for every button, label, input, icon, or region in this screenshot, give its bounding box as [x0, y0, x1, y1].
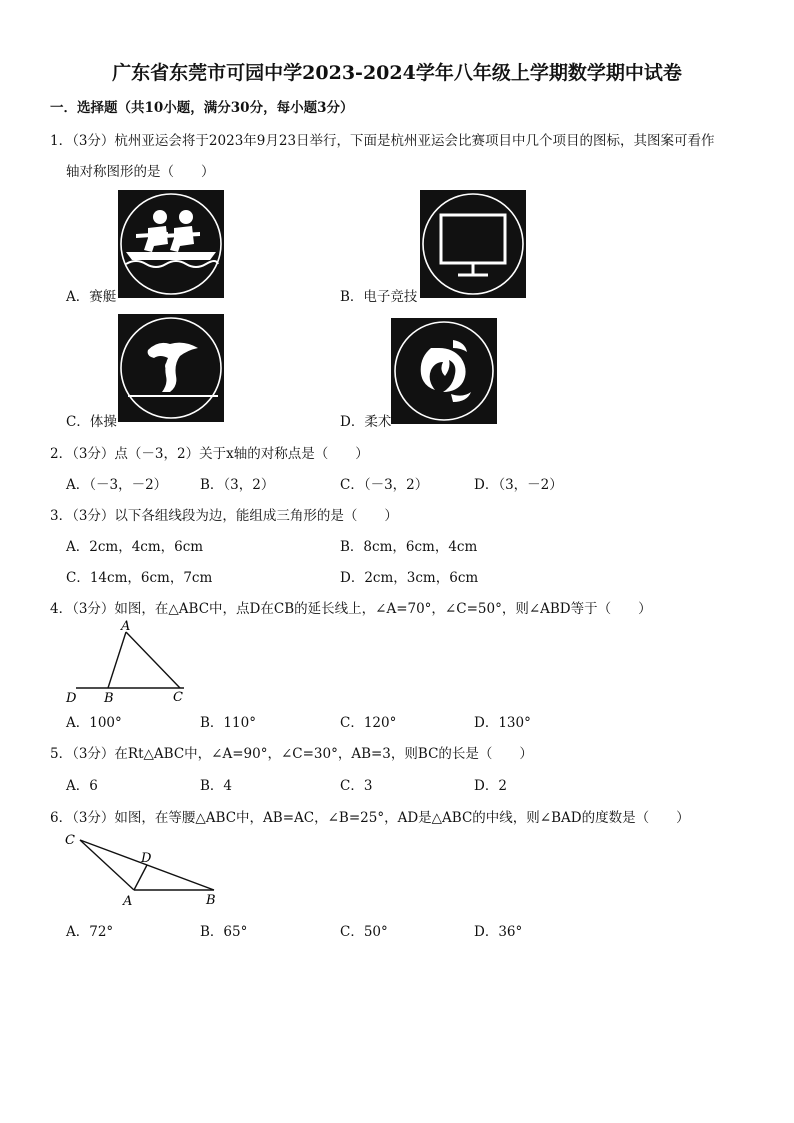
option-6a: A．72°: [66, 924, 114, 940]
question-3: 3．（3分）以下各组线段为边，能组成三角形的是（ ）: [50, 508, 398, 524]
option-3a: A．2cm，4cm，6cm: [66, 539, 204, 555]
label-b: B: [206, 893, 216, 908]
option-6d: D．36°: [474, 924, 523, 940]
option-3d: D．2cm，3cm，6cm: [340, 570, 479, 586]
label-a: A: [121, 619, 131, 634]
jujitsu-icon: [391, 318, 497, 428]
option-1a: A．赛艇: [66, 289, 117, 305]
question-6: 6．（3分）如图，在等腰△ABC中，AB=AC，∠B=25°，AD是△ABC的中线，则∠BAD的度数是（ ）: [50, 810, 690, 826]
label-d: D: [141, 851, 152, 866]
question-4: 4．（3分）如图，在△ABC中，点D在CB的延长线上，∠A=70°，∠C=50°，则∠ABD等于（ ）: [50, 601, 652, 617]
option-4a: A．100°: [66, 715, 122, 731]
section-heading: 一．选择题（共10小题，满分30分，每小题3分）: [50, 100, 354, 116]
label-b: B: [104, 691, 114, 706]
rowing-icon: [118, 190, 224, 302]
label-d: D: [66, 691, 77, 706]
triangle-figure-q4: [60, 618, 200, 712]
option-2a: A．（－3，－2）: [66, 477, 168, 493]
label-c: C: [65, 833, 75, 848]
question-5: 5．（3分）在Rt△ABC中，∠A=90°，∠C=30°，AB=3，则BC的长是（ ）: [50, 746, 533, 762]
option-1c: C．体操: [66, 414, 117, 430]
option-4b: B．110°: [200, 715, 256, 731]
option-5b: B．4: [200, 778, 233, 794]
option-5c: C．3: [340, 778, 373, 794]
gymnastics-icon: [118, 314, 224, 426]
option-3b: B．8cm，6cm，4cm: [340, 539, 478, 555]
question-1-line-1: 1．（3分）杭州亚运会将于2023年9月23日举行，下面是杭州亚运会比赛项目中几个项目的图标，其图案可看作: [50, 133, 715, 149]
option-2d: D．（3，－2）: [474, 477, 563, 493]
question-1-line-2: 轴对称图形的是（ ）: [66, 164, 215, 180]
option-4c: C．120°: [340, 715, 397, 731]
question-2: 2．（3分）点（－3，2）关于x轴的对称点是（ ）: [50, 446, 369, 462]
option-4d: D．130°: [474, 715, 531, 731]
option-2c: C．（－3，2）: [340, 477, 429, 493]
triangle-figure-q6: [60, 828, 230, 914]
option-6c: C．50°: [340, 924, 388, 940]
option-6b: B．65°: [200, 924, 248, 940]
label-c: C: [173, 690, 183, 705]
esports-icon: [420, 190, 526, 302]
option-5d: D．2: [474, 778, 507, 794]
option-1b: B．电子竞技: [340, 289, 418, 305]
option-3c: C．14cm，6cm，7cm: [66, 570, 213, 586]
option-1d: D．柔术: [340, 414, 392, 430]
option-5a: A．6: [66, 778, 98, 794]
page-title: 广东省东莞市可园中学2023-2024学年八年级上学期数学期中试卷: [112, 62, 682, 84]
label-a: A: [123, 894, 133, 909]
option-2b: B．（3，2）: [200, 477, 275, 493]
